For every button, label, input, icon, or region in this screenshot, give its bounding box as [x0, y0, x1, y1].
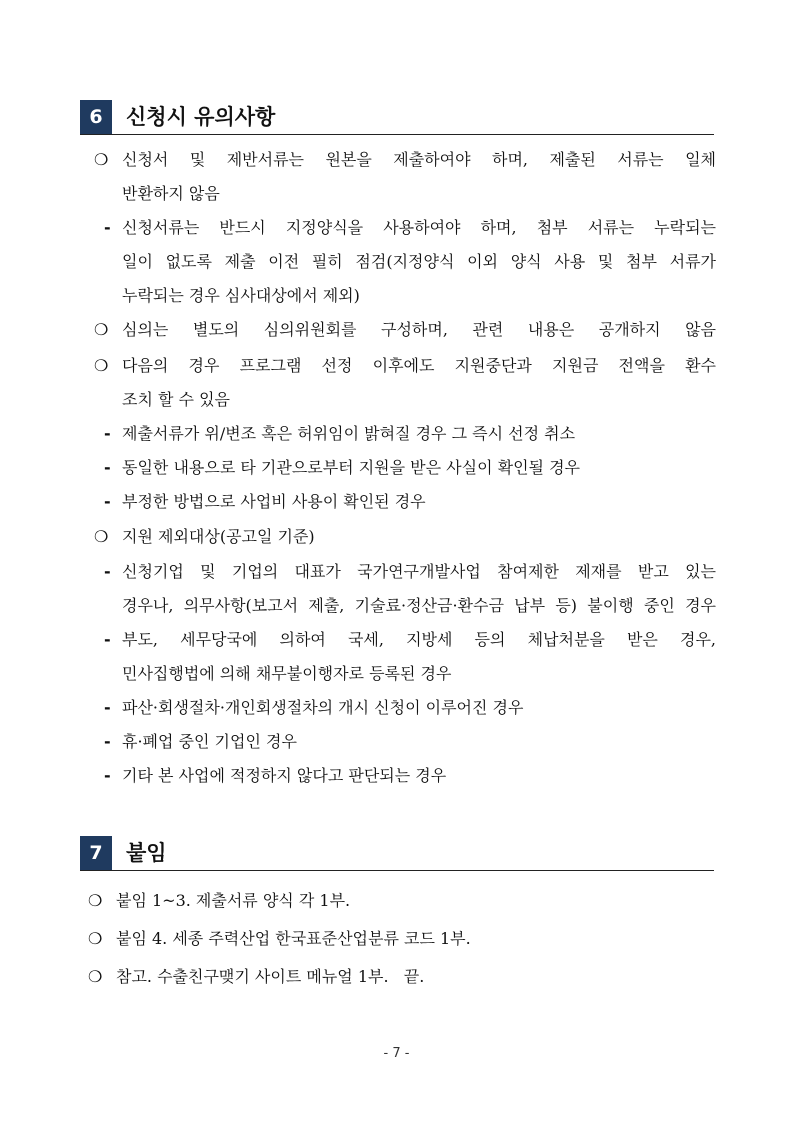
- list-item-text: 휴·폐업 중인 기업인 경우: [122, 732, 297, 751]
- list-item-text: 누락되는 경우 심사대상에서 제외): [122, 286, 360, 305]
- list-item-text: 참고. 수출친구맺기 사이트 메뉴얼 1부. 끝.: [116, 967, 425, 986]
- section-7-title: 붙임: [126, 841, 167, 865]
- dash-bullet-icon: -: [104, 562, 111, 581]
- dash-bullet-icon: -: [104, 698, 111, 717]
- circle-bullet-icon: ❍: [94, 527, 109, 546]
- circle-bullet-icon: ❍: [94, 150, 109, 169]
- circle-bullet-icon: ❍: [88, 967, 103, 986]
- section-7-number-badge: 7: [80, 836, 112, 870]
- list-item: [94, 356, 716, 376]
- list-item-text: 반환하지 않음: [122, 184, 220, 203]
- list-item-text: 제출서류가 위/변조 혹은 허위임이 밝혀질 경우 그 즉시 선정 취소: [122, 424, 576, 443]
- list-item-text: 기타 본 사업에 적정하지 않다고 판단되는 경우: [122, 766, 447, 785]
- section-7-header: [80, 836, 714, 871]
- dash-bullet-icon: -: [104, 218, 111, 237]
- section-6-title: 신청시 유의사항: [126, 105, 276, 129]
- list-item-text: 동일한 내용으로 타 기관으로부터 지원을 받은 사실이 확인될 경우: [122, 458, 581, 477]
- circle-bullet-icon: ❍: [94, 356, 109, 375]
- list-item-text: 파산·회생절차·개인회생절차의 개시 신청이 이루어진 경우: [122, 698, 524, 717]
- dash-bullet-icon: -: [104, 766, 111, 785]
- dash-bullet-icon: -: [104, 630, 111, 649]
- list-item-text: 민사집행법에 의해 채무불이행자로 등록된 경우: [122, 664, 452, 683]
- dash-bullet-icon: -: [104, 424, 111, 443]
- list-item-text: 경우나, 의무사항(보고서 제출, 기술료·정산금·환수금 납부 등) 불이행 중인 경우: [122, 596, 716, 615]
- circle-bullet-icon: ❍: [94, 320, 109, 339]
- dash-bullet-icon: -: [104, 458, 111, 477]
- list-item-text: 다음의 경우 프로그램 선정 이후에도 지원중단과 지원금 전액을 환수: [122, 356, 716, 375]
- list-item-text: 심의는 별도의 심의위원회를 구성하며, 관련 내용은 공개하지 않음: [122, 320, 716, 339]
- list-item: [94, 320, 716, 340]
- circle-bullet-icon: ❍: [88, 929, 103, 948]
- list-item: [122, 596, 716, 616]
- list-item-text: 부도, 세무당국에 의하여 국세, 지방세 등의 체납처분을 받은 경우,: [122, 630, 716, 649]
- dash-bullet-icon: -: [104, 492, 111, 511]
- list-item-text: 신청기업 및 기업의 대표가 국가연구개발사업 참여제한 제재를 받고 있는: [122, 562, 716, 581]
- list-item: [104, 218, 716, 238]
- list-item-text: 일이 없도록 제출 이전 필히 점검(지정양식 이외 양식 사용 및 첨부 서류가: [122, 252, 716, 271]
- page-number: - 7 -: [383, 1046, 410, 1061]
- list-item-text: 부정한 방법으로 사업비 사용이 확인된 경우: [122, 492, 426, 511]
- list-item: [122, 252, 716, 272]
- list-item-text: 신청서 및 제반서류는 원본을 제출하여야 하며, 제출된 서류는 일체: [122, 150, 716, 169]
- list-item: [94, 150, 716, 170]
- section-6-header: [80, 100, 714, 135]
- circle-bullet-icon: ❍: [88, 891, 103, 910]
- list-item: [104, 630, 716, 650]
- list-item-text: 붙임 1~3. 제출서류 양식 각 1부.: [116, 891, 351, 910]
- dash-bullet-icon: -: [104, 732, 111, 751]
- list-item: [104, 562, 716, 582]
- section-6-number-badge: 6: [80, 100, 112, 134]
- list-item-text: 신청서류는 반드시 지정양식을 사용하여야 하며, 첨부 서류는 누락되는: [122, 218, 716, 237]
- list-item-text: 붙임 4. 세종 주력산업 한국표준산업분류 코드 1부.: [116, 929, 471, 948]
- list-item-text: 지원 제외대상(공고일 기준): [122, 527, 315, 546]
- list-item-text: 조치 할 수 있음: [122, 390, 230, 409]
